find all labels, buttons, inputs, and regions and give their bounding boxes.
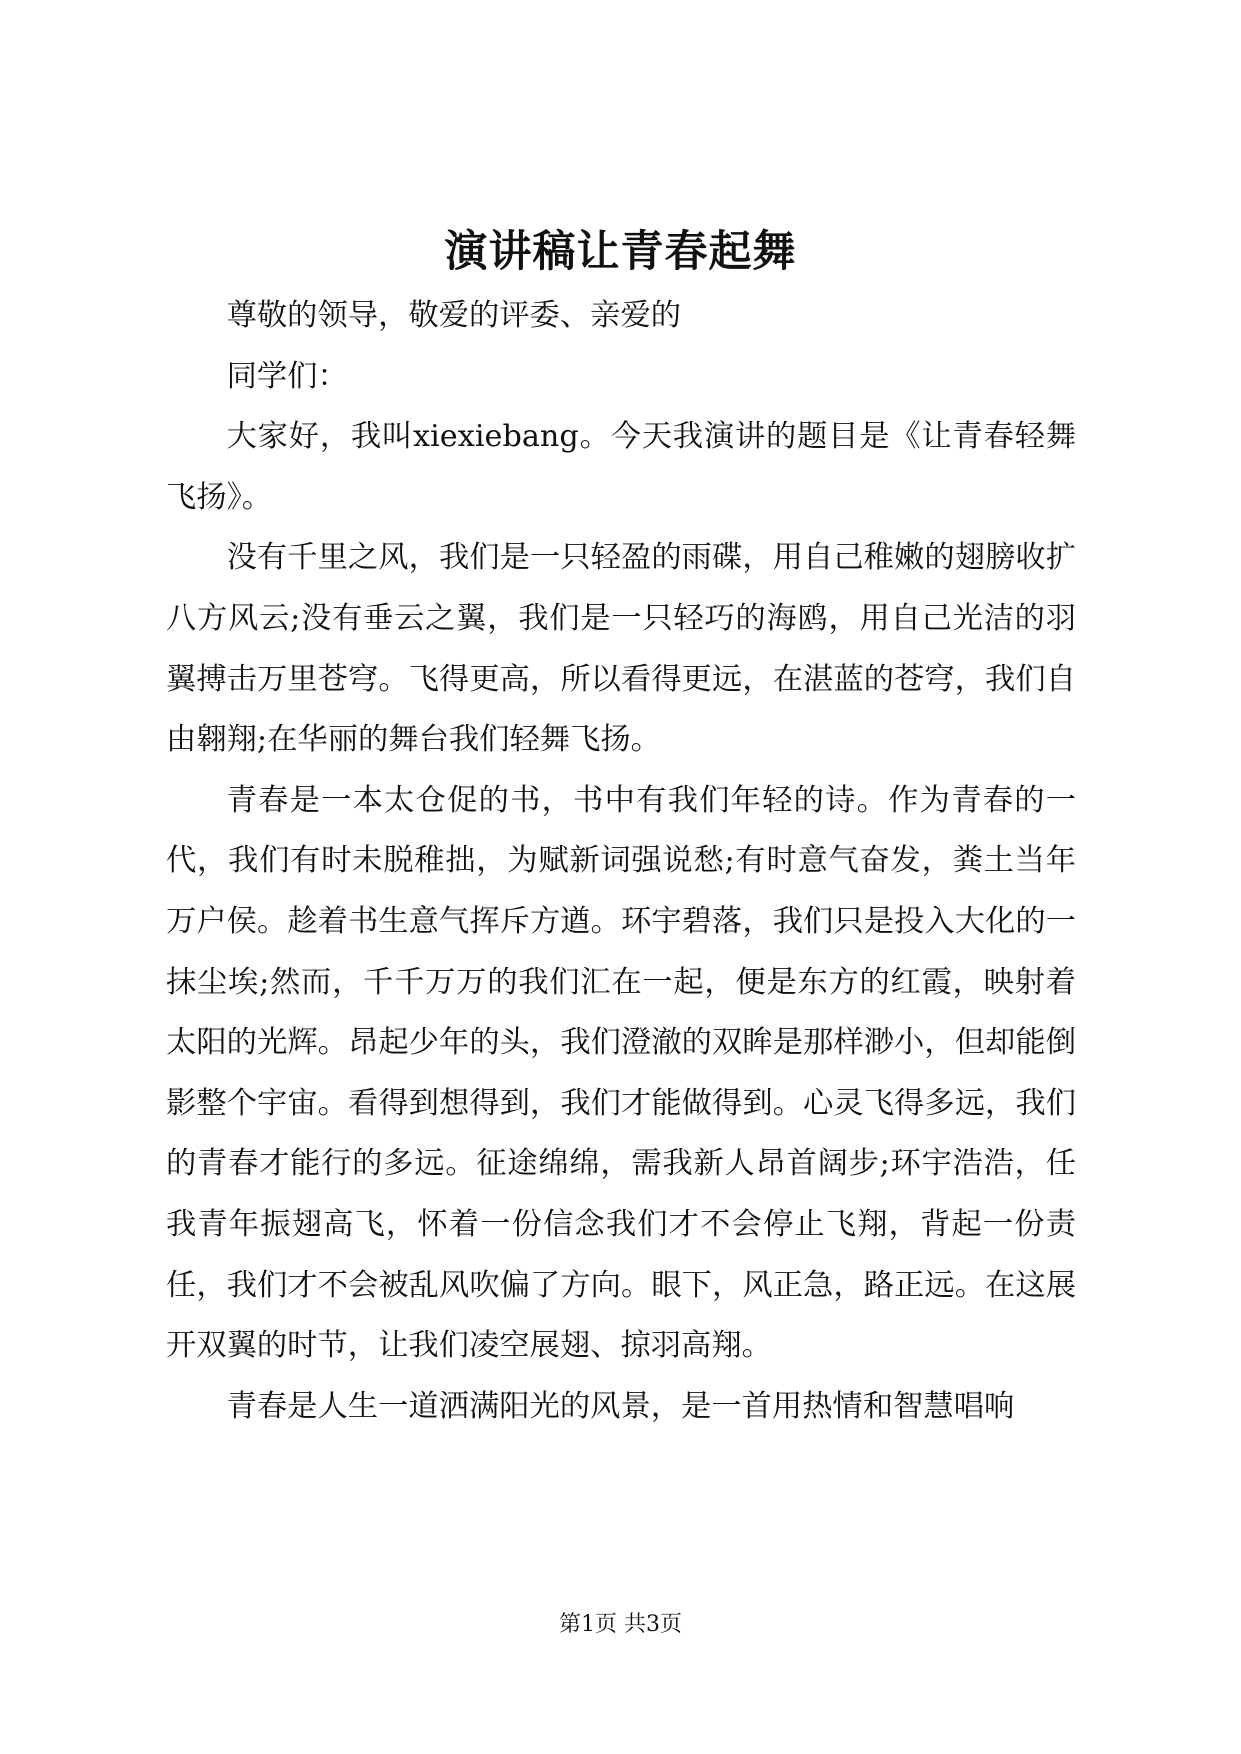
paragraph-body-3: 青春是人生一道洒满阳光的风景，是一首用热情和智慧唱响 [226,1388,1015,1424]
page-footer: 第1页 共3页 [559,1612,682,1637]
paragraph-salutation-cont: 同学们： [226,358,348,394]
document-body [166,286,1076,1437]
paragraph-salutation: 尊敬的领导，敬爱的评委、亲爱的 [226,298,682,333]
paragraph-body-2: 青春是一本太仓促的书，书中有我们年轻的诗。作为青春的一代，我们有时未脱稚拙，为赋新词强说愁;有时意气奋发，粪土当年万户侯。趁着书生意气挥斥方遒。环宇碧落，我们只是投入大化的一抹尘埃;然而，千千万万的我们汇在一起，便是东方的红霞，映射着太阳的光辉。昂起少年的头，我们澄澈的双眸是那样渺小，但却能倒影整个宇宙。看得到想得到，我们才能做得到。心灵飞得多远，我们的青春才能行的多远。征途绵绵，需我新人昂首阔步;环宇浩浩，任我青年振翅高飞，怀着一份信念我们才不会停止飞翔，背起一份责任，我们才不会被乱风吹偏了方向。眼下，风正急，路正远。在这展开双翼的时节，让我们凌空展翅、掠羽高翔。 [166,782,1076,1364]
paragraph-body-1: 没有千里之风，我们是一只轻盈的雨碟，用自己稚嫩的翅膀收扩八方风云;没有垂云之翼，我们是一只轻巧的海鸥，用自己光洁的羽翼搏击万里苍穹。飞得更高，所以看得更远，在湛蓝的苍穹，我们自由翱翔;在华丽的舞台我们轻舞飞扬。 [166,540,1076,758]
document-title: 演讲稿让青春起舞 [444,227,797,277]
paragraph-intro: 大家好，我叫xiexiebang。今天我演讲的题目是《让青春轻舞飞扬》。 [166,419,1076,515]
